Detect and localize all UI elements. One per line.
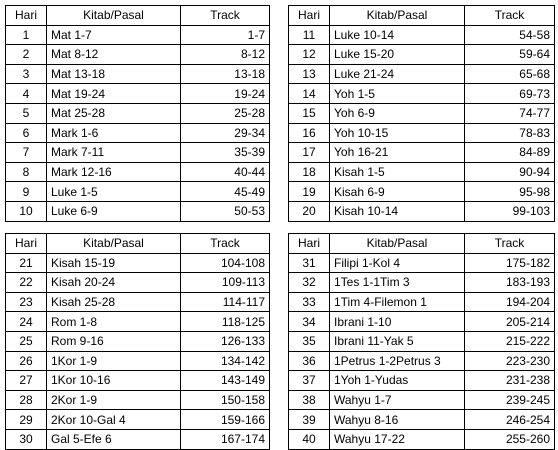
kitab-pasal-cell: 1Petrus 1-2Petrus 3 — [330, 351, 465, 371]
track-cell: 40-44 — [181, 162, 270, 182]
table-row — [289, 273, 555, 293]
kitab-pasal-cell: Mat 8-12 — [47, 45, 181, 65]
hari-cell: 10 — [6, 201, 47, 221]
kitab-pasal-cell: Luke 15-20 — [330, 45, 465, 65]
track-cell: 50-53 — [181, 201, 270, 221]
kitab-pasal-cell: Rom 1-8 — [47, 312, 181, 332]
track-cell: 35-39 — [181, 143, 270, 163]
table-row — [6, 182, 270, 202]
hari-cell: 25 — [6, 331, 47, 351]
table-row — [289, 123, 555, 143]
table-row — [6, 410, 270, 430]
track-cell: 167-174 — [181, 429, 270, 449]
table-row — [6, 84, 270, 104]
table-row — [289, 292, 555, 312]
table-row — [6, 64, 270, 84]
table-row — [6, 123, 270, 143]
header-kitab-pasal: Kitab/Pasal — [330, 234, 465, 254]
hari-cell: 7 — [6, 143, 47, 163]
kitab-pasal-cell: Ibrani 1-10 — [330, 312, 465, 332]
hari-cell: 19 — [289, 182, 330, 202]
table-row — [6, 273, 270, 293]
track-cell: 78-83 — [465, 123, 555, 143]
hari-cell: 18 — [289, 162, 330, 182]
track-cell: 118-125 — [181, 312, 270, 332]
kitab-pasal-cell: 2Kor 10-Gal 4 — [47, 410, 181, 430]
kitab-pasal-cell: Wahyu 8-16 — [330, 410, 465, 430]
kitab-pasal-cell: Kisah 10-14 — [330, 201, 465, 221]
hari-cell: 34 — [289, 312, 330, 332]
table-row — [6, 201, 270, 221]
track-cell: 65-68 — [465, 64, 555, 84]
hari-cell: 4 — [6, 84, 47, 104]
kitab-pasal-cell: Luke 6-9 — [47, 201, 181, 221]
hari-cell: 40 — [289, 429, 330, 449]
track-cell: 255-260 — [465, 429, 555, 449]
kitab-pasal-cell: Luke 21-24 — [330, 64, 465, 84]
kitab-pasal-cell: Wahyu 1-7 — [330, 390, 465, 410]
hari-cell: 21 — [6, 253, 47, 273]
track-cell: 25-28 — [181, 103, 270, 123]
table-row — [289, 162, 555, 182]
track-cell: 19-24 — [181, 84, 270, 104]
track-cell: 59-64 — [465, 45, 555, 65]
table-row — [289, 253, 555, 273]
hari-cell: 17 — [289, 143, 330, 163]
hari-cell: 30 — [6, 429, 47, 449]
table-row — [289, 45, 555, 65]
schedule-table-days-21-30 — [5, 233, 270, 450]
table-row — [289, 143, 555, 163]
table-row — [289, 390, 555, 410]
header-hari: Hari — [6, 234, 47, 254]
table-row — [289, 429, 555, 449]
table-row — [6, 351, 270, 371]
kitab-pasal-cell: Yoh 10-15 — [330, 123, 465, 143]
hari-cell: 3 — [6, 64, 47, 84]
kitab-pasal-cell: Mat 1-7 — [47, 25, 181, 45]
kitab-pasal-cell: Yoh 1-5 — [330, 84, 465, 104]
track-cell: 246-254 — [465, 410, 555, 430]
table-row — [289, 84, 555, 104]
table-row — [6, 390, 270, 410]
table-row — [6, 292, 270, 312]
kitab-pasal-cell: Mat 25-28 — [47, 103, 181, 123]
kitab-pasal-cell: 1Kor 10-16 — [47, 371, 181, 391]
hari-cell: 35 — [289, 331, 330, 351]
track-cell: 183-193 — [465, 273, 555, 293]
schedule-table-days-11-20 — [288, 5, 555, 222]
track-cell: 205-214 — [465, 312, 555, 332]
track-cell: 215-222 — [465, 331, 555, 351]
track-cell: 150-158 — [181, 390, 270, 410]
hari-cell: 31 — [289, 253, 330, 273]
kitab-pasal-cell: Kisah 25-28 — [47, 292, 181, 312]
header-track: Track — [465, 234, 555, 254]
track-cell: 109-113 — [181, 273, 270, 293]
table-header-row — [289, 234, 555, 254]
table-row — [289, 351, 555, 371]
table-row — [289, 182, 555, 202]
track-cell: 239-245 — [465, 390, 555, 410]
table-header-row — [6, 234, 270, 254]
track-cell: 84-89 — [465, 143, 555, 163]
track-cell: 114-117 — [181, 292, 270, 312]
kitab-pasal-cell: Yoh 16-21 — [330, 143, 465, 163]
table-row — [6, 312, 270, 332]
hari-cell: 36 — [289, 351, 330, 371]
track-cell: 223-230 — [465, 351, 555, 371]
kitab-pasal-cell: 1Tes 1-1Tim 3 — [330, 273, 465, 293]
table-row — [289, 25, 555, 45]
table-row — [6, 45, 270, 65]
track-cell: 90-94 — [465, 162, 555, 182]
hari-cell: 2 — [6, 45, 47, 65]
track-cell: 231-238 — [465, 371, 555, 391]
track-cell: 126-133 — [181, 331, 270, 351]
track-cell: 159-166 — [181, 410, 270, 430]
hari-cell: 15 — [289, 103, 330, 123]
hari-cell: 13 — [289, 64, 330, 84]
table-row — [6, 331, 270, 351]
track-cell: 13-18 — [181, 64, 270, 84]
kitab-pasal-cell: Kisah 20-24 — [47, 273, 181, 293]
hari-cell: 29 — [6, 410, 47, 430]
track-cell: 104-108 — [181, 253, 270, 273]
hari-cell: 26 — [6, 351, 47, 371]
table-row — [6, 143, 270, 163]
hari-cell: 32 — [289, 273, 330, 293]
track-cell: 54-58 — [465, 25, 555, 45]
header-track: Track — [465, 6, 555, 26]
table-row — [6, 253, 270, 273]
track-cell: 99-103 — [465, 201, 555, 221]
kitab-pasal-cell: Kisah 15-19 — [47, 253, 181, 273]
table-row — [289, 103, 555, 123]
header-kitab-pasal: Kitab/Pasal — [47, 6, 181, 26]
track-cell: 29-34 — [181, 123, 270, 143]
kitab-pasal-cell: 1Tim 4-Filemon 1 — [330, 292, 465, 312]
hari-cell: 24 — [6, 312, 47, 332]
kitab-pasal-cell: Gal 5-Efe 6 — [47, 429, 181, 449]
kitab-pasal-cell: Luke 10-14 — [330, 25, 465, 45]
table-row — [289, 64, 555, 84]
header-track: Track — [181, 234, 270, 254]
header-hari: Hari — [289, 234, 330, 254]
hari-cell: 37 — [289, 371, 330, 391]
kitab-pasal-cell: 1Kor 1-9 — [47, 351, 181, 371]
kitab-pasal-cell: Filipi 1-Kol 4 — [330, 253, 465, 273]
kitab-pasal-cell: Kisah 6-9 — [330, 182, 465, 202]
hari-cell: 6 — [6, 123, 47, 143]
table-row — [289, 331, 555, 351]
header-track: Track — [181, 6, 270, 26]
track-cell: 8-12 — [181, 45, 270, 65]
table-row — [289, 410, 555, 430]
hari-cell: 9 — [6, 182, 47, 202]
table-row — [6, 103, 270, 123]
table-row — [6, 429, 270, 449]
schedule-table-days-31-40 — [288, 233, 555, 450]
track-cell: 95-98 — [465, 182, 555, 202]
header-hari: Hari — [289, 6, 330, 26]
header-kitab-pasal: Kitab/Pasal — [47, 234, 181, 254]
table-row — [289, 312, 555, 332]
table-row — [289, 201, 555, 221]
hari-cell: 1 — [6, 25, 47, 45]
hari-cell: 27 — [6, 371, 47, 391]
track-cell: 175-182 — [465, 253, 555, 273]
kitab-pasal-cell: Yoh 6-9 — [330, 103, 465, 123]
kitab-pasal-cell: Ibrani 11-Yak 5 — [330, 331, 465, 351]
hari-cell: 39 — [289, 410, 330, 430]
hari-cell: 22 — [6, 273, 47, 293]
kitab-pasal-cell: 2Kor 1-9 — [47, 390, 181, 410]
hari-cell: 14 — [289, 84, 330, 104]
kitab-pasal-cell: Wahyu 17-22 — [330, 429, 465, 449]
table-row — [6, 25, 270, 45]
track-cell: 69-73 — [465, 84, 555, 104]
kitab-pasal-cell: Mat 19-24 — [47, 84, 181, 104]
schedule-table-days-1-10 — [5, 5, 270, 222]
track-cell: 1-7 — [181, 25, 270, 45]
hari-cell: 5 — [6, 103, 47, 123]
track-cell: 45-49 — [181, 182, 270, 202]
header-hari: Hari — [6, 6, 47, 26]
hari-cell: 28 — [6, 390, 47, 410]
hari-cell: 8 — [6, 162, 47, 182]
hari-cell: 16 — [289, 123, 330, 143]
kitab-pasal-cell: Luke 1-5 — [47, 182, 181, 202]
hari-cell: 20 — [289, 201, 330, 221]
kitab-pasal-cell: 1Yoh 1-Yudas — [330, 371, 465, 391]
kitab-pasal-cell: Mark 12-16 — [47, 162, 181, 182]
table-header-row — [289, 6, 555, 26]
table-row — [289, 371, 555, 391]
table-header-row — [6, 6, 270, 26]
hari-cell: 12 — [289, 45, 330, 65]
kitab-pasal-cell: Mark 1-6 — [47, 123, 181, 143]
hari-cell: 38 — [289, 390, 330, 410]
track-cell: 143-149 — [181, 371, 270, 391]
table-row — [6, 162, 270, 182]
track-cell: 134-142 — [181, 351, 270, 371]
kitab-pasal-cell: Rom 9-16 — [47, 331, 181, 351]
hari-cell: 23 — [6, 292, 47, 312]
kitab-pasal-cell: Mark 7-11 — [47, 143, 181, 163]
table-row — [6, 371, 270, 391]
hari-cell: 33 — [289, 292, 330, 312]
track-cell: 74-77 — [465, 103, 555, 123]
kitab-pasal-cell: Mat 13-18 — [47, 64, 181, 84]
header-kitab-pasal: Kitab/Pasal — [330, 6, 465, 26]
kitab-pasal-cell: Kisah 1-5 — [330, 162, 465, 182]
track-cell: 194-204 — [465, 292, 555, 312]
hari-cell: 11 — [289, 25, 330, 45]
